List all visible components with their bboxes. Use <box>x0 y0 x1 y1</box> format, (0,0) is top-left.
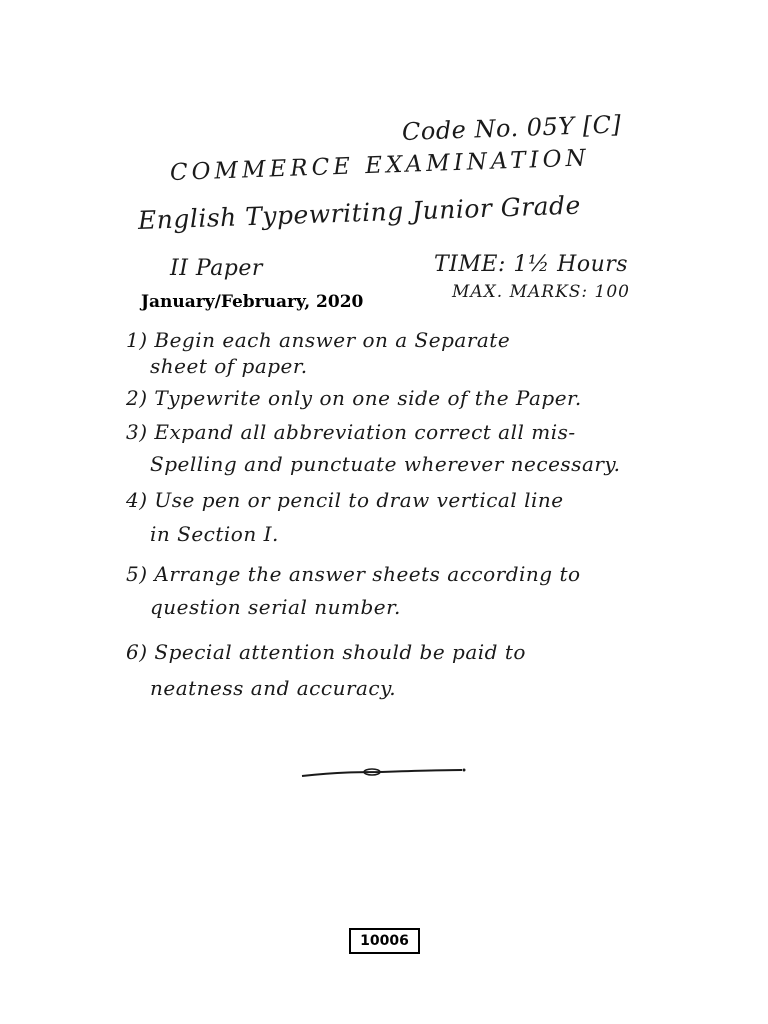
page-code-box: 10006 <box>349 928 420 954</box>
instruction-6-continued: neatness and accuracy. <box>150 676 397 700</box>
max-marks: MAX. MARKS: 100 <box>452 282 631 302</box>
code-number: Code No. 05Y [C] <box>401 110 622 146</box>
instruction-4-continued: in Section I. <box>150 522 279 546</box>
instruction-6: 6) Special attention should be paid to <box>126 640 526 664</box>
time-allowed: TIME: 1½ Hours <box>434 252 629 277</box>
instruction-2: 2) Typewrite only on one side of the Paper. <box>126 386 582 410</box>
instruction-4: 4) Use pen or pencil to draw vertical line <box>126 488 564 512</box>
instruction-3-continued: Spelling and punctuate wherever necessary. <box>150 452 621 476</box>
paper-number: II Paper <box>170 256 263 281</box>
instruction-1: 1) Begin each answer on a Separate <box>126 328 511 352</box>
instruction-1-continued: sheet of paper. <box>150 354 308 378</box>
exam-date: January/February, 2020 <box>141 292 364 312</box>
instruction-3: 3) Expand all abbreviation correct all mis- <box>126 420 576 444</box>
end-of-paper-rule <box>300 760 470 784</box>
instruction-5-continued: question serial number. <box>150 595 401 619</box>
exam-title: COMMERCE EXAMINATION <box>169 145 591 186</box>
subject-title: English Typewriting Junior Grade <box>137 190 582 235</box>
instruction-5: 5) Arrange the answer sheets according to <box>126 562 581 586</box>
